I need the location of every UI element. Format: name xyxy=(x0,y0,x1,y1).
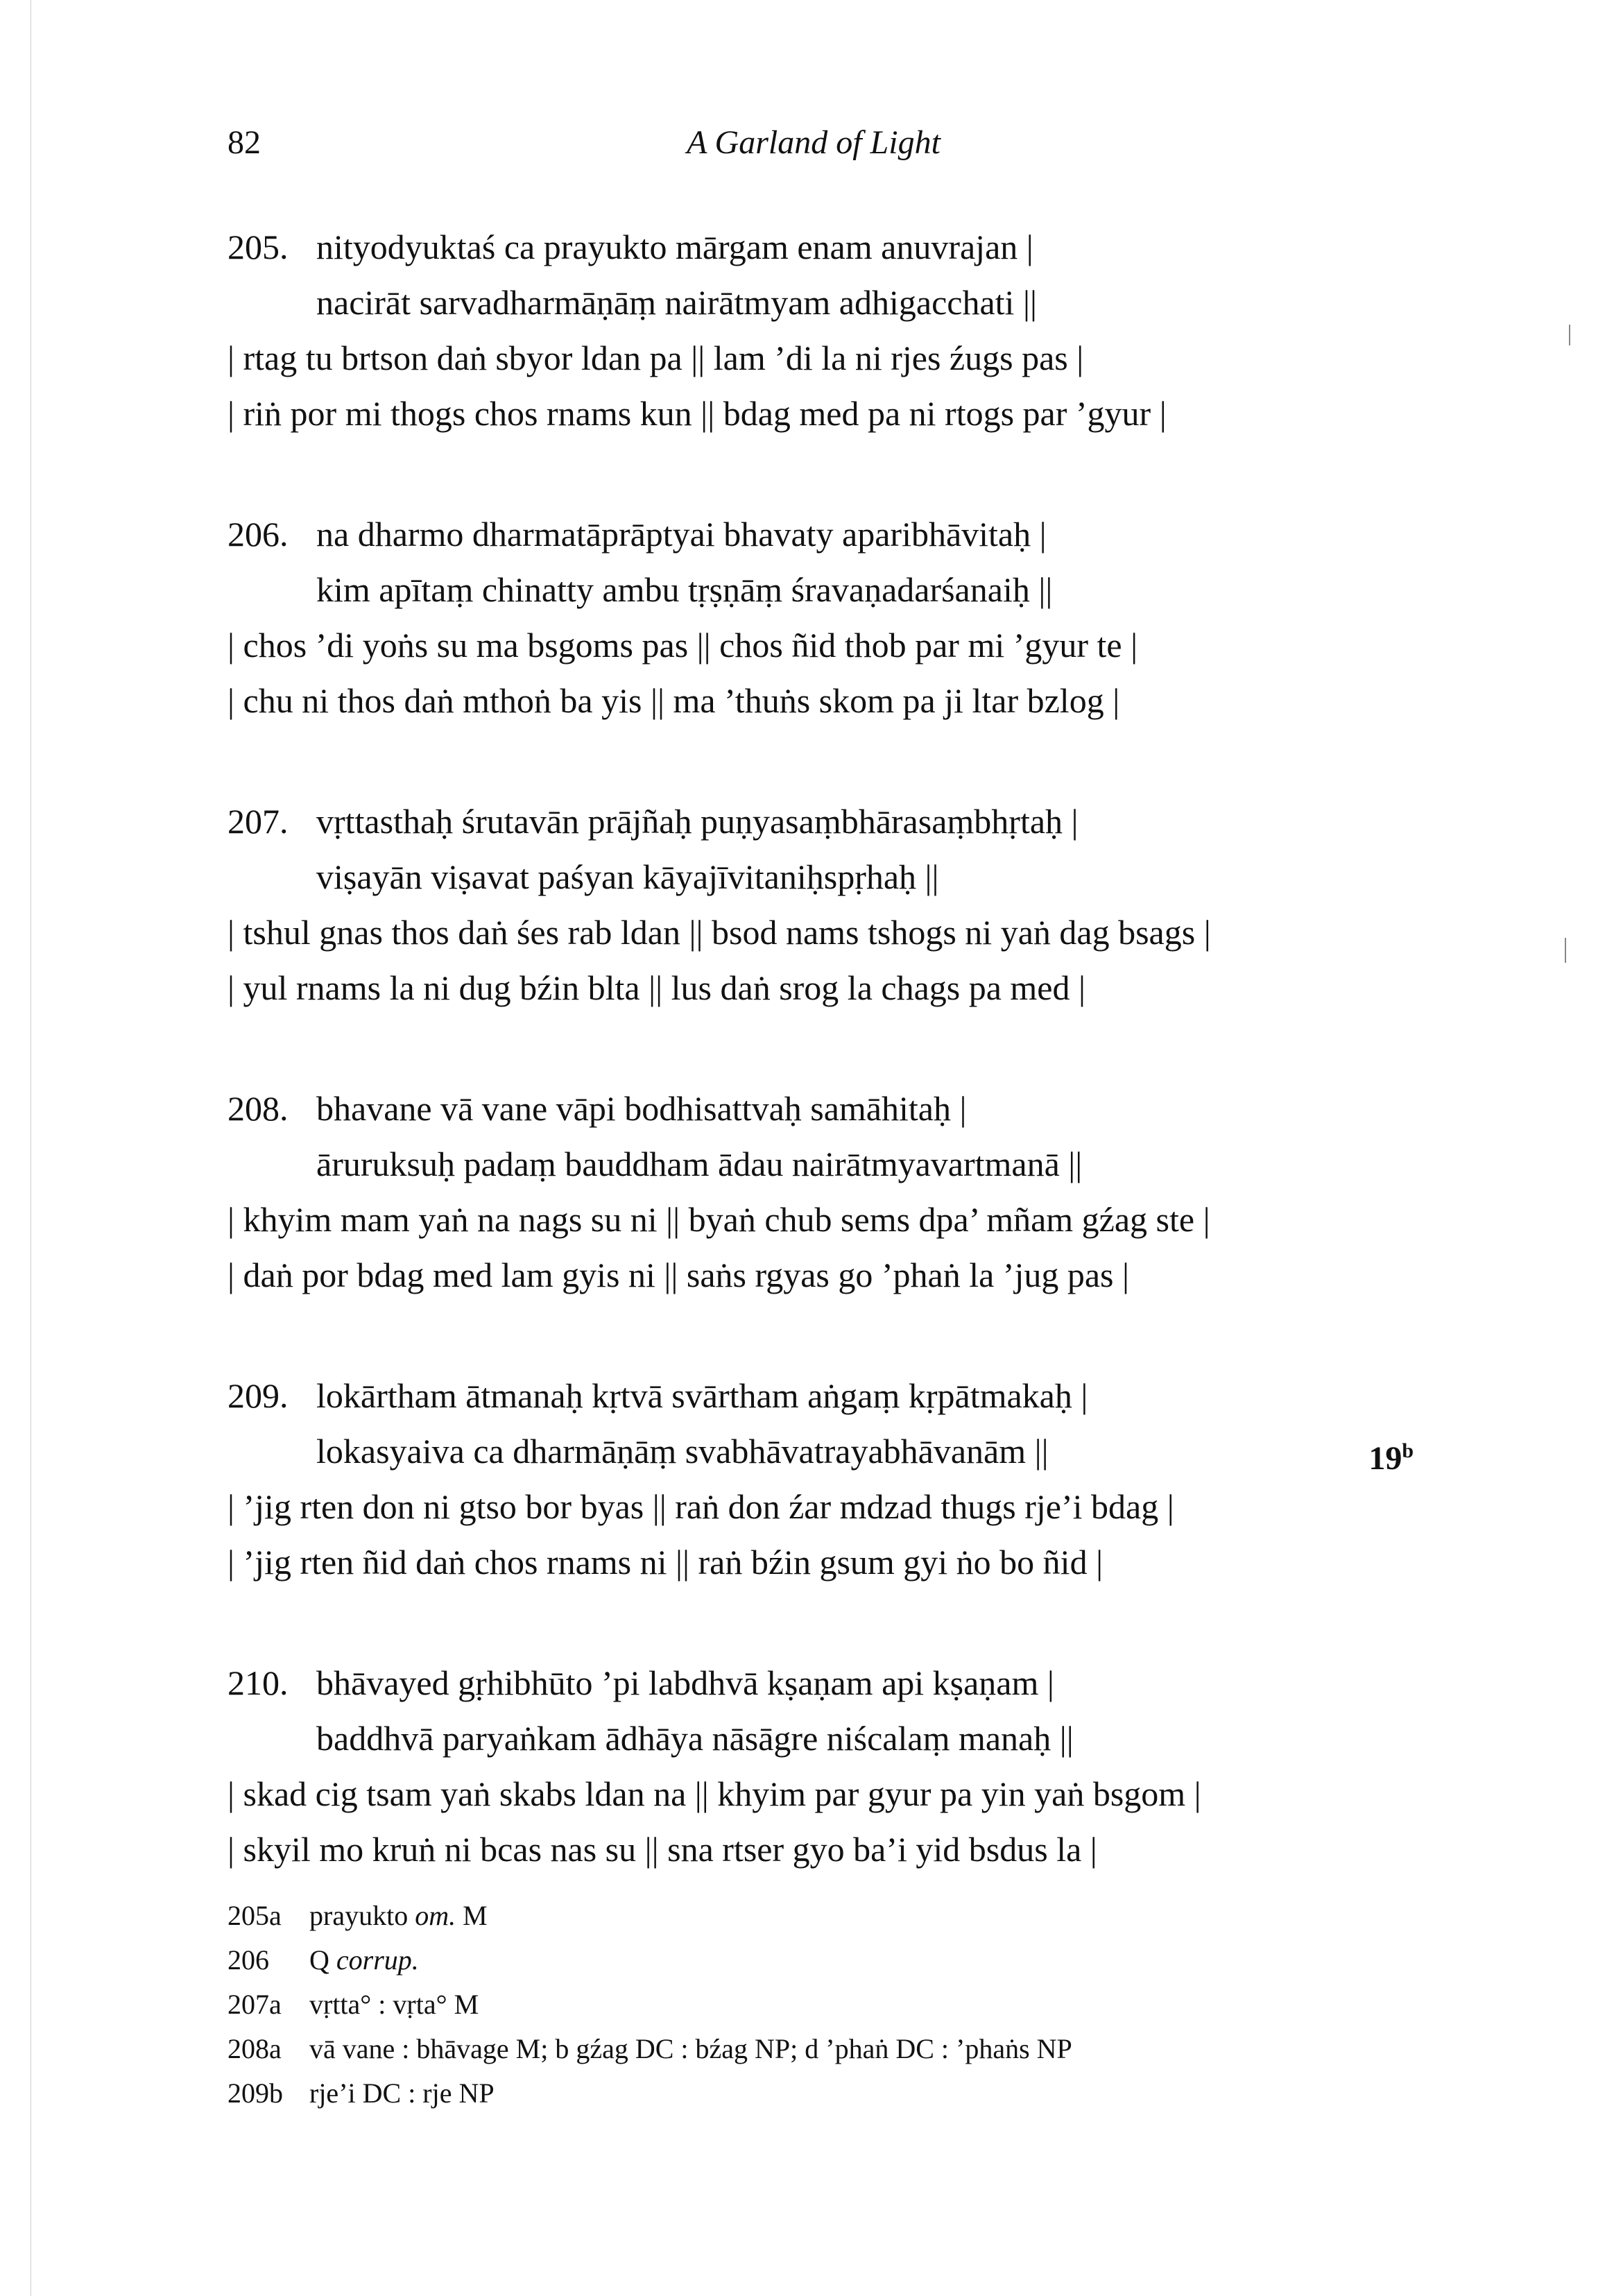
verse-number: 208. xyxy=(227,1089,289,1128)
sanskrit-line: bhāvayed gṛhibhūto ’pi labdhvā kṣaṇam api kṣaṇam | xyxy=(316,1663,1054,1702)
tibetan-line: | chu ni thos daṅ mthoṅ ba yis || ma ’thuṅs skom pa ji ltar bzlog | xyxy=(227,681,1120,720)
footnote-emphasis: corrup. xyxy=(336,1944,419,1976)
footnotes xyxy=(227,1894,1407,2116)
verse-209 xyxy=(227,1368,1414,1590)
verse-number: 205. xyxy=(227,228,289,266)
verse-line xyxy=(227,506,1407,562)
footnote-text: vā vane : bhāvage M; b gźag DC : bźag NP; d ’phaṅ DC : ’phaṅs NP xyxy=(309,2033,1072,2064)
folio-marker xyxy=(1368,1423,1414,1487)
tibetan-line: | skad cig tsam yaṅ skabs ldan na || khyim par gyur pa yin yaṅ bsgom | xyxy=(227,1774,1201,1813)
footnote-ref: 209b xyxy=(227,2077,283,2109)
verse-205 xyxy=(227,219,1407,441)
footnote-text: Q xyxy=(309,1944,329,1976)
verse-207 xyxy=(227,794,1407,1016)
footnote-emphasis: om. xyxy=(415,1900,456,1931)
tibetan-line: | rtag tu brtson daṅ sbyor ldan pa || lam ’di la ni rjes źugs pas | xyxy=(227,339,1084,377)
verse-line xyxy=(227,1081,1407,1136)
footnote xyxy=(227,2071,1407,2116)
tibetan-line: | riṅ por mi thogs chos rnams kun || bdag med pa ni rtogs par ’gyur | xyxy=(227,394,1167,433)
verse-206 xyxy=(227,506,1407,728)
sanskrit-line: nityodyuktaś ca prayukto mārgam enam anuvrajan | xyxy=(316,228,1033,266)
sanskrit-line: āruruksuḥ padaṃ bauddham ādau nairātmyavartmanā || xyxy=(316,1145,1083,1183)
tibetan-line: | ’jig rten ñid daṅ chos rnams ni || raṅ bźin gsum gyi ṅo bo ñid | xyxy=(227,1543,1104,1582)
verse-number: 210. xyxy=(227,1663,289,1702)
verse-list xyxy=(227,219,1414,1877)
verse-number: 209. xyxy=(227,1376,289,1415)
footnote-ref: 207a xyxy=(227,1989,282,2020)
page-header xyxy=(227,123,1400,172)
tibetan-line: | tshul gnas thos daṅ śes rab ldan || bsod nams tshogs ni yaṅ dag bsags | xyxy=(227,913,1211,952)
tibetan-line: | chos ’di yoṅs su ma bsgoms pas || chos ñid thob par mi ’gyur te | xyxy=(227,626,1138,665)
verse-line xyxy=(227,794,1407,849)
tibetan-line: | khyim mam yaṅ na nags su ni || byaṅ chub sems dpa’ mñam gźag ste | xyxy=(227,1200,1210,1239)
verse-number: 206. xyxy=(227,515,289,554)
tibetan-line: | ’jig rten don ni gtso bor byas || raṅ don źar mdzad thugs rje’i bdag | xyxy=(227,1487,1174,1526)
footnote xyxy=(227,1938,1407,1982)
sanskrit-line: lokārtham ātmanaḥ kṛtvā svārtham aṅgaṃ kṛpātmakaḥ | xyxy=(316,1376,1088,1415)
verse-line xyxy=(227,1655,1407,1711)
verse-210 xyxy=(227,1655,1407,1877)
tibetan-line: | skyil mo kruṅ ni bcas nas su || sna rtser gyo ba’i yid bsdus la | xyxy=(227,1830,1097,1869)
tibetan-line: | daṅ por bdag med lam gyis ni || saṅs rgyas go ’phaṅ la ’jug pas | xyxy=(227,1256,1129,1294)
scan-mark xyxy=(1565,938,1566,963)
sanskrit-line: lokasyaiva ca dharmāṇāṃ svabhāvatrayabhāvanām || xyxy=(316,1432,1049,1471)
verse-208 xyxy=(227,1081,1407,1303)
footnote-tail: M xyxy=(463,1900,488,1931)
footnote-text: rje’i DC : rje NP xyxy=(309,2077,495,2109)
sanskrit-line: bhavane vā vane vāpi bodhisattvaḥ samāhitaḥ | xyxy=(316,1089,967,1128)
footnote-text: prayukto xyxy=(309,1900,409,1931)
sanskrit-line: vṛttasthaḥ śrutavān prājñaḥ puṇyasaṃbhārasaṃbhṛtaḥ | xyxy=(316,802,1079,841)
footnote xyxy=(227,1982,1407,2027)
footnote xyxy=(227,2027,1407,2071)
sanskrit-line: viṣayān viṣavat paśyan kāyajīvitaniḥspṛhaḥ || xyxy=(316,857,939,896)
folio-side: b xyxy=(1402,1439,1414,1462)
verse-number: 207. xyxy=(227,802,289,841)
running-title: A Garland of Light xyxy=(687,124,941,161)
footnote-ref: 208a xyxy=(227,2033,282,2064)
folio-number: 19 xyxy=(1368,1440,1402,1477)
footnote-text: vṛtta° : vṛta° M xyxy=(309,1989,479,2020)
verse-line xyxy=(227,1368,1407,1423)
page-number: 82 xyxy=(227,124,261,161)
sanskrit-line: na dharmo dharmatāprāptyai bhavaty aparibhāvitaḥ | xyxy=(316,515,1047,554)
footnote-ref: 206 xyxy=(227,1944,269,1976)
verse-line xyxy=(227,219,1407,275)
sanskrit-line: kim apītaṃ chinatty ambu tṛṣṇāṃ śravaṇadarśanaiḥ || xyxy=(316,570,1053,609)
footnote xyxy=(227,1894,1407,1938)
sanskrit-line: nacirāt sarvadharmāṇāṃ nairātmyam adhigacchati || xyxy=(316,283,1037,322)
sanskrit-line: baddhvā paryaṅkam ādhāya nāsāgre niścalaṃ manaḥ || xyxy=(316,1719,1074,1758)
tibetan-line: | yul rnams la ni dug bźin blta || lus daṅ srog la chags pa med | xyxy=(227,968,1086,1007)
footnote-ref: 205a xyxy=(227,1900,282,1931)
scan-mark xyxy=(1569,325,1570,345)
